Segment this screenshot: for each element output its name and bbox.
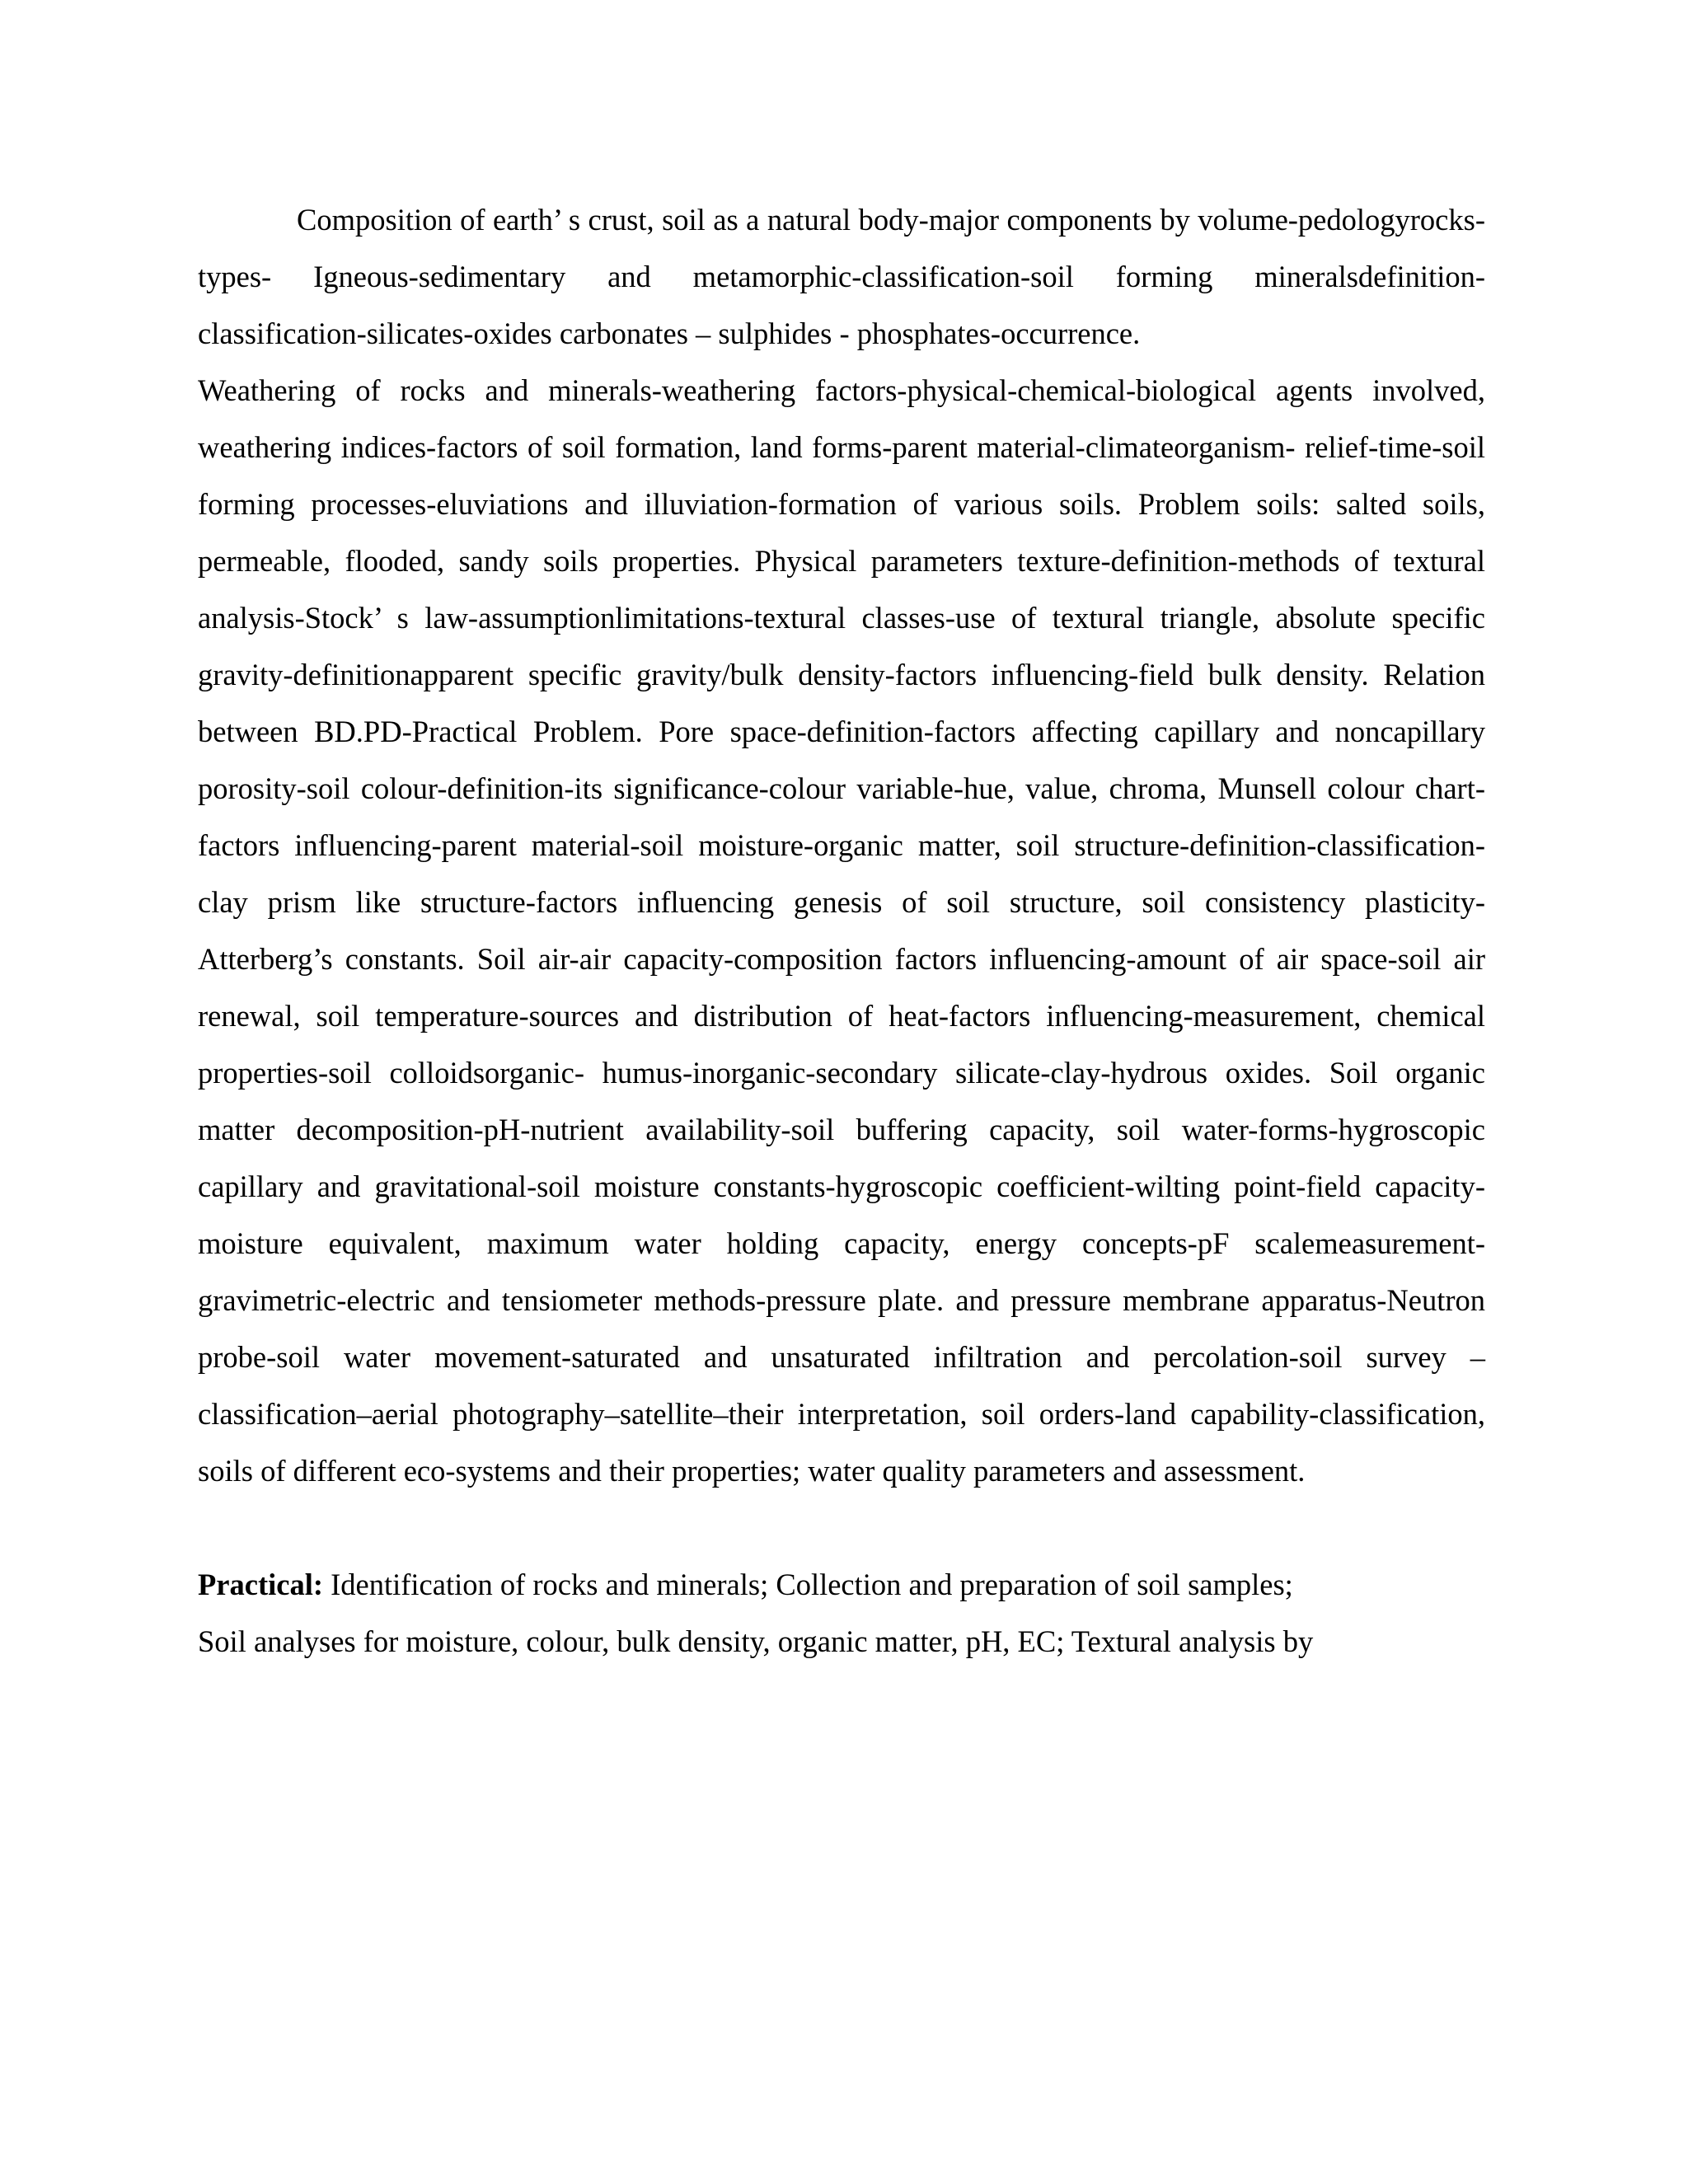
practical-line-1: Identification of rocks and minerals; Collection and preparation of soil samples; [323, 1568, 1293, 1601]
document-page [198, 191, 1485, 1670]
practical-line-2: Soil analyses for moisture, colour, bulk density, organic matter, pH, EC; Textural analysis by [198, 1624, 1314, 1658]
practical-section [198, 1556, 1485, 1670]
practical-label: Practical: [198, 1568, 323, 1601]
paragraph-spacer [198, 1499, 1485, 1556]
paragraph-weathering-and-soil-properties: Weathering of rocks and minerals-weathering factors-physical-chemical-biological agents involved, weathering indices-factors of soil formation, land forms-parent material-climateorganism- relief-time-soil forming processes-eluviations and illuviation-formation of various soils. Problem soils: salted soils, permeable, flooded, sandy soils properties. Physical parameters texture-definition-methods of textural analysis-Stock’ s law-assumptionlimitations-textural classes-use of textural triangle, absolute specific gravity-definitionapparent specific gravity/bulk density-factors influencing-field bulk density. Relation between BD.PD-Practical Problem. Pore space-definition-factors affecting capillary and noncapillary porosity-soil colour-definition-its significance-colour variable-hue, value, chroma, Munsell colour chart-factors influencing-parent material-soil moisture-organic matter, soil structure-definition-classification-clay prism like structure-factors influencing genesis of soil structure, soil consistency plasticity-Atterberg’s constants. Soil air-air capacity-composition factors influencing-amount of air space-soil air renewal, soil temperature-sources and distribution of heat-factors influencing-measurement, chemical properties-soil colloidsorganic- humus-inorganic-secondary silicate-clay-hydrous oxides. Soil organic matter decomposition-pH-nutrient availability-soil buffering capacity, soil water-forms-hygroscopic capillary and gravitational-soil moisture constants-hygroscopic coefficient-wilting point-field capacity-moisture equivalent, maximum water holding capacity, energy concepts-pF scalemeasurement- gravimetric-electric and tensiometer methods-pressure plate. and pressure membrane apparatus-Neutron probe-soil water movement-saturated and unsaturated infiltration and percolation-soil survey – classification–aerial photography–satellite–their interpretation, soil orders-land capability-classification, soils of different eco-systems and their properties; water quality parameters and assessment. [198, 373, 1485, 1488]
paragraph-soil-composition: Composition of earth’ s crust, soil as a natural body-major components by volume-pedologyrocks- types- Igneous-sedimentary and metamorphic-classification-soil forming mineralsdefinition- classification-silicates-oxides carbonates – sulphides - phosphates-occurrence. [198, 203, 1485, 350]
